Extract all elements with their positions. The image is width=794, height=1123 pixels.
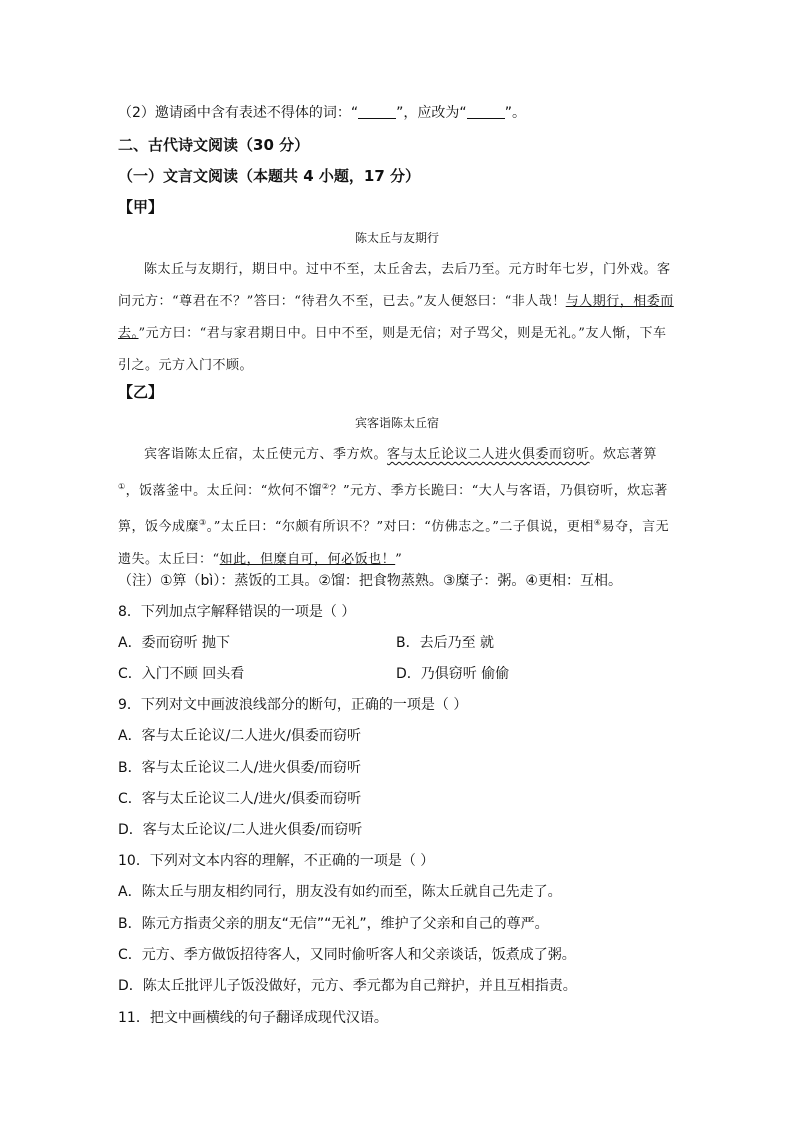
- q8-stem: 8．下列加点字解释错误的一项是（ ）: [118, 604, 356, 620]
- text-jia-body: 陈太丘与友期行，期日中。过中不至，太丘舍去，去后乃至。元方时年七岁，门外戏。客问元方：“尊君在不？”答曰：“待君久不至，已去。”友人便怒曰：“非人哉！与人期行，相委而去。”元方曰：“君与家君期日中。日中不至，则是无信；对子骂父，则是无礼。”友人惭，下车引之。元方入门不顾。: [118, 262, 674, 373]
- text-yi-marker: 【乙】: [118, 383, 164, 401]
- q8-option-d[interactable]: D．乃俱窃听 偷偷: [396, 666, 510, 682]
- text-jia-marker: 【甲】: [118, 198, 164, 216]
- q10-stem: 10．下列对文本内容的理解，不正确的一项是（ ）: [118, 853, 435, 869]
- q8-option-b[interactable]: B．去后乃至 就: [396, 635, 495, 651]
- q10-option-c[interactable]: C．元方、季方做饭招待客人，又同时偷听客人和父亲谈话，饭煮成了粥。: [118, 947, 576, 963]
- underlined-sentence-yi: 如此，但糜自可，何必饭也！: [219, 551, 396, 567]
- underlined-sentence-jia: 与人期行，相委而去。: [118, 294, 674, 341]
- q10-option-a[interactable]: A．陈太丘与朋友相约同行，朋友没有如约而至，陈太丘就自己先走了。: [118, 884, 562, 900]
- q9-option-d[interactable]: D．客与太丘论议/二人进火俱委/而窃听: [118, 822, 363, 838]
- q9-stem: 9．下列对文中画波浪线部分的断句，正确的一项是（ ）: [118, 697, 468, 713]
- subsection1-heading: （一）文言文阅读（本题共 4 小题，17 分）: [118, 167, 420, 185]
- answer-blank-2[interactable]: [467, 104, 505, 119]
- q7-part2: （2）邀请函中含有表述不得体的词：“ ”，应改为“ ”。: [118, 105, 526, 121]
- note-marker-3: ③: [199, 518, 207, 528]
- q9-option-b[interactable]: B．客与太丘论议二人/进火俱委/而窃听: [118, 760, 362, 776]
- text-yi-body: 宾客诣陈太丘宿，太丘使元方、季方炊。客与太丘论议二人进火俱委而窃听。炊忘著箅①，饭落釜中。太丘问：“炊何不馏②？”元方、季方长跪曰：“大人与客语，乃俱窃听，炊忘著箅，饭今成糜③。”太丘曰：“尔颇有所识不？”对曰：“仿佛志之。”二子俱说，更相④易夺，言无遗失。太丘曰：“如此，但糜自可，何必饭也！”: [118, 447, 670, 567]
- q10-option-d[interactable]: D．陈太丘批评儿子饭没做好，元方、季元都为自己辩护，并且互相指责。: [118, 978, 577, 994]
- text-yi-title: 宾客诣陈太丘宿: [354, 416, 439, 430]
- note-marker-1: ①: [118, 482, 126, 491]
- note-marker-4: ④: [593, 518, 602, 528]
- q8-option-c[interactable]: C．入门不顾 回头看: [118, 666, 245, 682]
- wavy-sentence-yi: 客与太丘论议二人进火俱委而窃听: [387, 447, 590, 462]
- q9-option-a[interactable]: A．客与太丘论议/二人进火/俱委而窃听: [118, 728, 362, 744]
- annotation-notes: （注）①箅（bì）：蒸饭的工具。②馏：把食物蒸熟。③糜子：粥。④更相：互相。: [118, 573, 622, 589]
- q10-option-b[interactable]: B．陈元方指责父亲的朋友“无信”“无礼”，维护了父亲和自己的尊严。: [118, 916, 549, 932]
- answer-blank-1[interactable]: [358, 104, 396, 119]
- q9-option-c[interactable]: C．客与太丘论议二人/进火/俱委而窃听: [118, 791, 362, 807]
- q8-option-a[interactable]: A．委而窃听 抛下: [118, 635, 231, 651]
- note-marker-2: ②: [321, 482, 330, 491]
- text-jia-title: 陈太丘与友期行: [354, 231, 439, 245]
- section2-heading: 二、古代诗文阅读（30 分）: [118, 136, 310, 154]
- q11-stem: 11．把文中画横线的句子翻译成现代汉语。: [118, 1010, 388, 1026]
